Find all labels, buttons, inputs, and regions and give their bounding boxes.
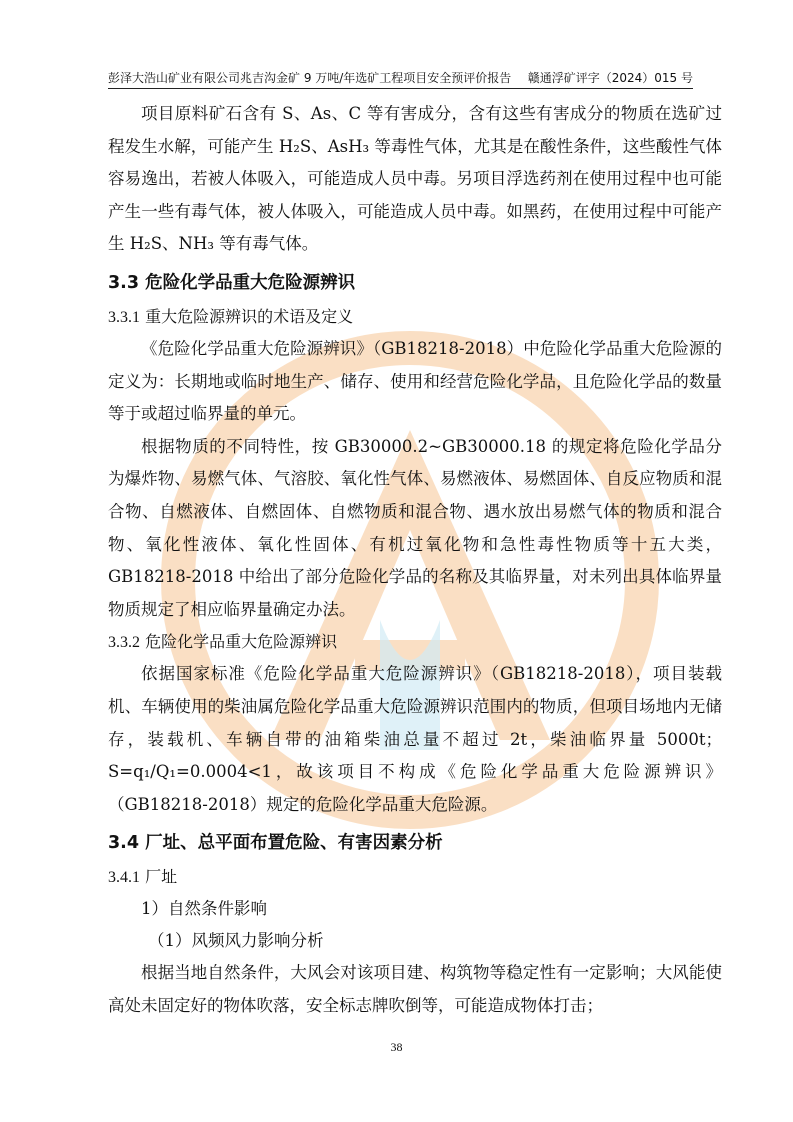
subsection-title: 危险化学品重大危险源辨识 [145,632,338,652]
paragraph-definition: 《危险化学品重大危险源辨识》（GB18218-2018）中危险化学品重大危险源的定义为：长期地或临时地生产、储存、使用和经营危险化学品，且危险化学品的数量等于或超过临界量的单元。 [108,338,722,424]
list-item-wind-analysis: （1）风频风力影响分析 [148,931,324,951]
paragraph-identification: 依据国家标准《危险化学品重大危险源辨识》（GB18218-2018），项目装载机、车辆使用的柴油属危险化学品重大危险源辨识范围内的物质，但项目场地内无储存，装载机、车辆自带的油箱柴油总量不超过 2t，柴油临界量 5000t；S=q₁/Q₁=0.0004<1，故该项目不构成《危险化学品重大危险源辨识》（GB18218-2018）规定的危险化学品重大危险源。 [108,664,722,814]
subsection-heading-3-3-2 [108,626,722,658]
subsection-number: 3.3.2 [108,634,140,652]
section-heading-3-4: 3.4 厂址、总平面布置危险、有害因素分析 [108,833,443,854]
subsection-title: 厂址 [145,867,178,887]
page-number: 38 [390,1040,403,1054]
page-content [108,98,722,1022]
paragraph-classification: 根据物质的不同特性，按 GB30000.2~GB30000.18 的规定将危险化学品分为爆炸物、易燃气体、气溶胶、氧化性气体、易燃液体、易燃固体、自反应物质和混合物、自燃液体、自燃固体、自燃物质和混合物、遇水放出易燃气体的物质和混合物、氧化性液体、氧化性固体、有机过氧化物和急性毒性物质等十五大类，GB18218-2018 中给出了部分危险化学品的名称及其临界量，对未列出具体临界量物质规定了相应临界量确定办法。 [108,436,722,619]
subsection-number: 3.3.1 [108,308,140,326]
header-document-number: 赣通浮矿评字（2024）015 号 [527,71,693,85]
section-heading-3-3: 3.3 危险化学品重大危险源辨识 [108,272,356,293]
subsection-heading-3-3-1 [108,301,722,333]
paragraph-toxic-gases: 项目原料矿石含有 S、As、C 等有害成分，含有这些有害成分的物质在选矿过程发生水解，可能产生 H₂S、AsH₃ 等毒性气体，尤其是在酸性条件，这些酸性气体容易逸出，若被人体吸入，可能造成人员中毒。另项目浮选药剂在使用过程中也可能产生一些有毒气体，被人体吸入，可能造成人员中毒。如黑药，在使用过程中可能产生 H₂S、NH₃ 等有毒气体。 [108,104,722,254]
paragraph-wind-impact: 根据当地自然条件，大风会对该项目建、构筑物等稳定性有一定影响；大风能使高处未固定好的物体吹落，安全标志牌吹倒等，可能造成物体打击； [108,963,722,1015]
page-header [108,66,693,89]
list-item-natural-conditions: 1）自然条件影响 [141,899,267,919]
header-report-title: 彭泽大浩山矿业有限公司兆吉沟金矿 9 万吨/年选矿工程项目安全预评价报告 [108,71,512,85]
subsection-title: 重大危险源辨识的术语及定义 [145,306,354,326]
subsection-number: 3.4.1 [108,869,140,887]
subsection-heading-3-4-1 [108,861,722,893]
